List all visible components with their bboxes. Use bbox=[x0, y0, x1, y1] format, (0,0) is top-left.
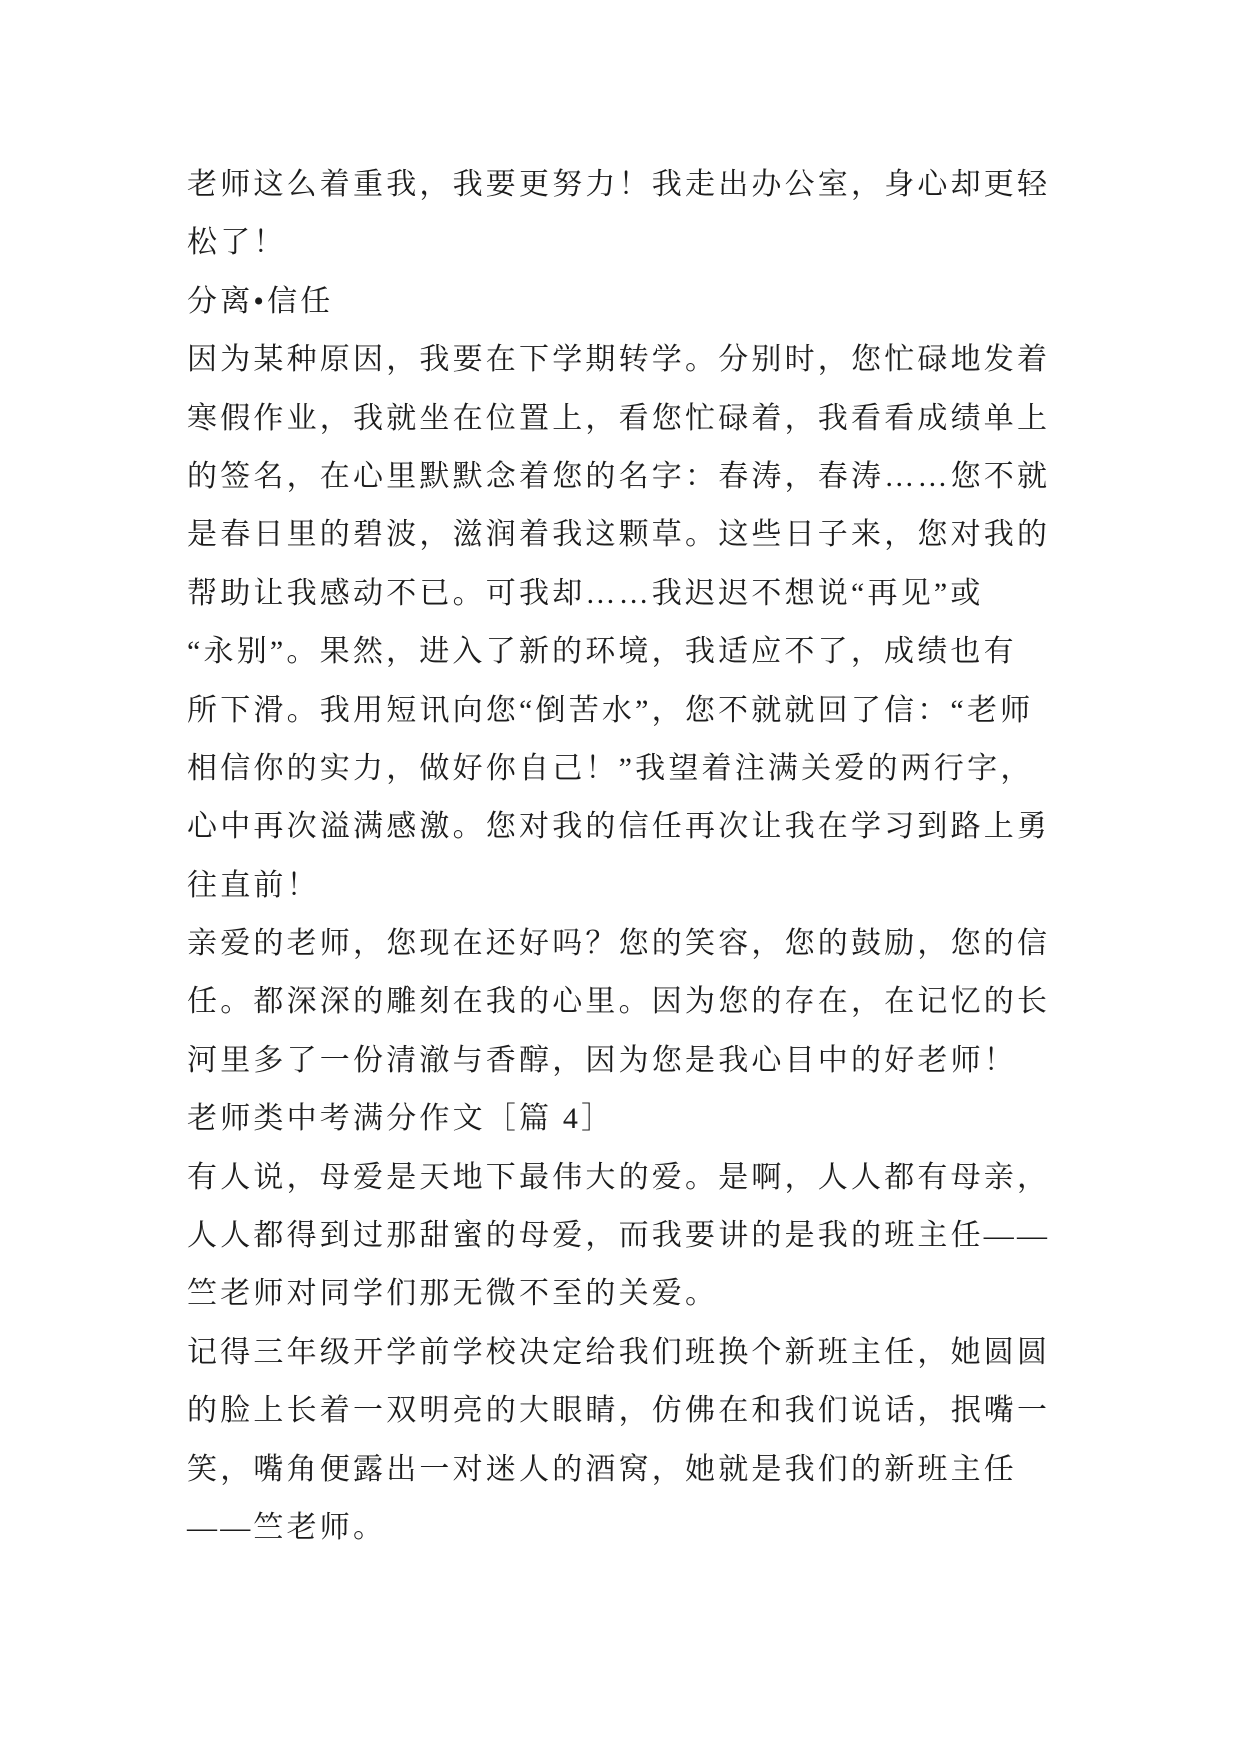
paragraph-line: 老师这么着重我，我要更努力！我走出办公室，身心却更轻 bbox=[187, 168, 1051, 201]
paragraph-line: 河里多了一份清澈与香醇，因为您是我心目中的好老师！ bbox=[187, 1043, 1017, 1077]
paragraph-line: 是春日里的碧波，滋润着我这颗草。这些日子来，您对我的 bbox=[187, 518, 1051, 552]
paragraph-line: 的签名，在心里默默念着您的名字：春涛，春涛……您不就 bbox=[187, 459, 1051, 493]
paragraph-line: 人人都得到过那甜蜜的母爱，而我要讲的是我的班主任—— bbox=[187, 1219, 1051, 1253]
paragraph-line: ——竺老师。 bbox=[187, 1510, 387, 1544]
section-heading: 分离•信任 bbox=[187, 284, 334, 318]
paragraph-line: 因为某种原因，我要在下学期转学。分别时，您忙碌地发着 bbox=[187, 343, 1051, 377]
paragraph-line: 所下滑。我用短讯向您“倒苦水”，您不就就回了信：“老师 bbox=[187, 693, 1034, 727]
paragraph-line: 相信你的实力，做好你自己！”我望着注满关爱的两行字， bbox=[187, 751, 1034, 785]
document-body bbox=[187, 156, 1087, 1557]
paragraph-line: 往直前！ bbox=[187, 868, 320, 902]
paragraph-line: 竺老师对同学们那无微不至的关爱。 bbox=[187, 1277, 719, 1311]
paragraph-line: 帮助让我感动不已。可我却……我迟迟不想说“再见”或 bbox=[187, 576, 984, 610]
paragraph-line: “永别”。果然，进入了新的环境，我适应不了，成绩也有 bbox=[187, 635, 1017, 669]
paragraph-line: 有人说，母爱是天地下最伟大的爱。是啊，人人都有母亲， bbox=[187, 1160, 1051, 1194]
paragraph-line: 亲爱的老师，您现在还好吗？您的笑容，您的鼓励，您的信 bbox=[187, 927, 1051, 961]
paragraph-line: 心中再次溢满感激。您对我的信任再次让我在学习到路上勇 bbox=[187, 810, 1051, 844]
paragraph-line: 记得三年级开学前学校决定给我们班换个新班主任，她圆圆 bbox=[187, 1335, 1051, 1369]
paragraph-line: 松了！ bbox=[187, 226, 287, 260]
paragraph-line: 笑，嘴角便露出一对迷人的酒窝，她就是我们的新班主任 bbox=[187, 1452, 1017, 1486]
paragraph-line: 寒假作业，我就坐在位置上，看您忙碌着，我看看成绩单上 bbox=[187, 401, 1051, 435]
paragraph-line: 的脸上长着一双明亮的大眼睛，仿佛在和我们说话，抿嘴一 bbox=[187, 1394, 1051, 1428]
article-title: 老师类中考满分作文［篇 4］ bbox=[187, 1102, 615, 1136]
paragraph-line: 任。都深深的雕刻在我的心里。因为您的存在，在记忆的长 bbox=[187, 985, 1051, 1019]
